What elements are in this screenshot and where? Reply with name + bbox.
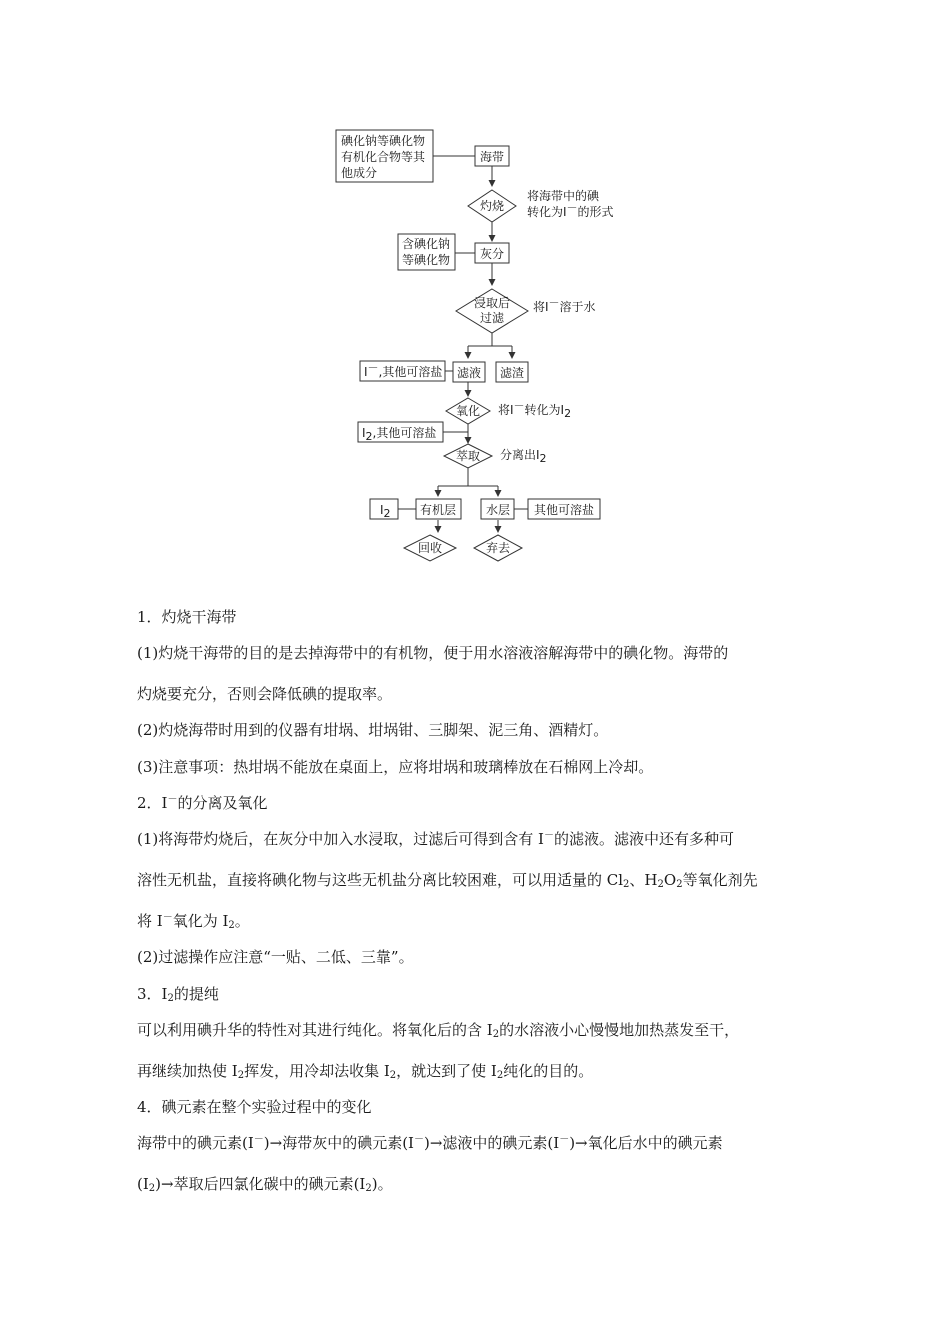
svg-text:其他可溶盐: 其他可溶盐: [533, 503, 595, 517]
section-1-para-1-line-2: 灼烧要充分，否则会降低碘的提取率。: [137, 685, 393, 703]
section-2-para-1-line-3: 将 I－氧化为 $I_2$。: [137, 912, 250, 931]
node-recover: [404, 535, 456, 561]
box-iodide-compounds: [398, 234, 455, 270]
svg-text:滤渣: 滤渣: [499, 366, 525, 380]
node-filtrate: [453, 362, 485, 382]
section-4-para-1-line-2: $(I_2)\to$萃取后四氯化碳中的碘元素$(I_2)$。: [137, 1175, 393, 1194]
svg-text:含碘化钠: 含碘化钠: [402, 237, 451, 251]
svg-text:分离出I2: 分离出I2: [500, 448, 547, 465]
svg-text:将I－溶于水: 将I－溶于水: [533, 296, 596, 314]
node-residue: [496, 362, 528, 382]
node-extract: [444, 444, 492, 468]
section-1-para-3: (3)注意事项：热坩埚不能放在桌面上，应将坩埚和玻璃棒放在石棉网上冷却。: [137, 758, 654, 776]
node-burn: [468, 190, 516, 222]
box-iodide-salts: [360, 361, 445, 381]
box-i2: [370, 499, 398, 520]
box-seaweed-components: [336, 130, 433, 182]
svg-text:滤液: 滤液: [456, 366, 482, 380]
svg-text:氧化: 氧化: [455, 404, 481, 418]
svg-text:回收: 回收: [417, 541, 443, 555]
svg-text:I－,其他可溶盐: I－,其他可溶盐: [364, 361, 443, 379]
node-discard: [474, 535, 522, 561]
note-leach: [533, 296, 596, 314]
svg-text:萃取: 萃取: [455, 449, 481, 463]
svg-text:灼烧: 灼烧: [479, 199, 505, 213]
section-1-para-1-line-1: (1)灼烧干海带的目的是去掉海带中的有机物，便于用水溶液溶解海带中的碘化物。海带的: [137, 644, 729, 662]
node-ash: [475, 243, 509, 263]
svg-text:碘化钠等碘化物: 碘化钠等碘化物: [341, 134, 426, 148]
flowchart-connectors: [398, 156, 528, 532]
svg-text:灰分: 灰分: [479, 247, 505, 261]
svg-text:将I－转化为I2: 将I－转化为I2: [498, 399, 572, 420]
svg-text:I2,其他可溶盐: I2,其他可溶盐: [362, 426, 437, 443]
section-1-para-2: (2)灼烧海带时用到的仪器有坩埚、坩埚钳、三脚架、泥三角、酒精灯。: [137, 721, 609, 739]
box-i2-salts: [358, 422, 443, 443]
svg-text:海带: 海带: [479, 150, 505, 164]
note-oxidize: [498, 399, 571, 420]
svg-text:将海带中的碘: 将海带中的碘: [527, 189, 600, 203]
section-3-para-1-line-1: 可以利用碘升华的特性对其进行纯化。将氧化后的含 $I_2$的水溶液小心慢慢地加热蒸发至干，: [137, 1021, 740, 1040]
section-2-para-2: (2)过滤操作应注意“一贴、二低、三靠”。: [137, 948, 414, 966]
section-3-para-1-line-2: 再继续加热使 $I_2$挥发，用冷却法收集 $I_2$，就达到了使 $I_2$纯化的目的。: [137, 1062, 594, 1081]
section-1-title: 1．灼烧干海带: [137, 608, 237, 626]
svg-text:浸取后: 浸取后: [473, 296, 511, 310]
section-2-para-1-line-1: (1)将海带灼烧后，在灰分中加入水浸取，过滤后可得到含有 I－的滤液。滤液中还有多种可: [137, 830, 734, 848]
note-burn: [527, 188, 614, 219]
node-seaweed: [475, 146, 509, 166]
section-2-title: 2．I－的分离及氧化: [137, 794, 268, 812]
svg-text:他成分: 他成分: [341, 166, 378, 180]
svg-text:过滤: 过滤: [479, 311, 505, 325]
node-oxidize: [446, 398, 490, 424]
svg-text:I2: I2: [380, 503, 391, 520]
section-4-para-1-line-1: 海带中的碘元素(I－)→海带灰中的碘元素(I－)→滤液中的碘元素(I－)→氧化后水中的碘元素: [137, 1134, 723, 1152]
svg-text:转化为I－的形式: 转化为I－的形式: [527, 201, 614, 219]
note-extract: [500, 447, 547, 465]
svg-text:水层: 水层: [485, 503, 511, 517]
svg-text:有机化合物等其: 有机化合物等其: [341, 150, 426, 164]
iodine-extraction-flowchart: [0, 0, 950, 580]
svg-text:等碘化物: 等碘化物: [402, 253, 451, 267]
section-3-title: 3．$I_2$的提纯: [137, 985, 219, 1004]
node-leach-filter: [456, 289, 528, 333]
node-organic-layer: [416, 499, 461, 519]
svg-text:弃去: 弃去: [485, 541, 511, 555]
box-other-salts: [528, 499, 600, 519]
section-2-para-1-line-2: 溶性无机盐，直接将碘化物与这些无机盐分离比较困难，可以用适量的 $Cl_2$、$H_2O_2$等氧化剂先: [137, 871, 758, 890]
svg-text:有机层: 有机层: [419, 503, 457, 517]
section-4-title: 4．碘元素在整个实验过程中的变化: [137, 1098, 372, 1116]
node-aqueous-layer: [481, 499, 514, 519]
